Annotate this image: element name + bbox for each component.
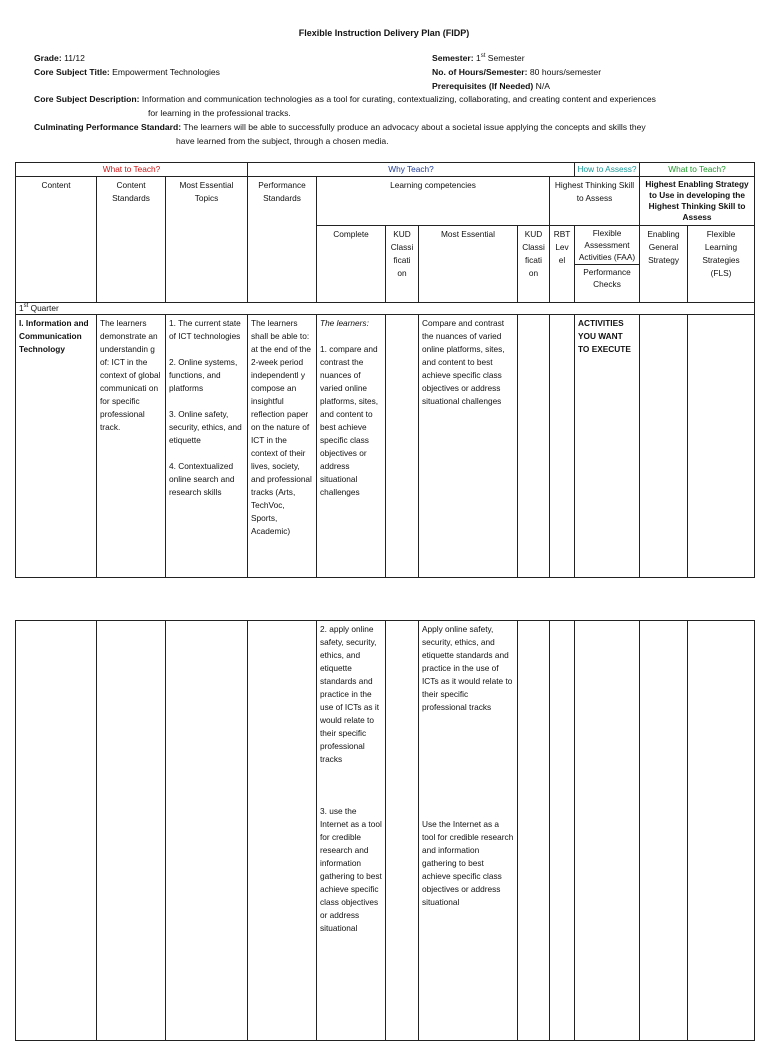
semester-sup: st bbox=[480, 53, 486, 60]
header-most-essential-topics: Most Essential Topics bbox=[166, 177, 248, 303]
meta-right bbox=[432, 51, 601, 93]
performance-standards-cell: The learners shall be able to: at the end of the 2-week period independentl y compose an insightful reflection paper on the nature of ICT in the context of their lives, society, and professional tracks (Arts, TechVoc, Sports, Academic) bbox=[248, 315, 317, 578]
header-row-1 bbox=[16, 177, 755, 226]
quarter-num: 1 bbox=[19, 303, 24, 313]
core-description bbox=[34, 92, 746, 120]
semester-line bbox=[432, 51, 601, 65]
culminating-standard bbox=[34, 120, 746, 148]
meta-left bbox=[34, 51, 220, 79]
header-kud-classification-2: KUD Classi ficati on bbox=[518, 226, 550, 303]
kud-cell-1 bbox=[386, 315, 419, 578]
semester-num: 1 bbox=[475, 53, 481, 63]
prereq-line bbox=[432, 79, 601, 93]
header-highest-thinking-skill: Highest Thinking Skill to Assess bbox=[550, 177, 640, 226]
header-rbt-level: RBT Lev el bbox=[550, 226, 575, 303]
header-performance-checks: Performance Checks bbox=[583, 267, 631, 289]
header-enabling-general-strategy: Enabling General Strategy bbox=[640, 226, 688, 303]
header-performance-standards: Performance Standards bbox=[248, 177, 317, 303]
competency-3-essential: Use the Internet as a tool for credible research and information gathering to best achieve specific class objectives or address situational bbox=[422, 819, 514, 907]
quarter-label bbox=[16, 303, 755, 315]
learners-label: The learners: bbox=[320, 318, 369, 328]
content-standards-cell-empty bbox=[97, 621, 166, 1041]
culminating-standard-line1: The learners will be able to successfully produce an advocacy about a societal issue applying the concepts and skills they bbox=[183, 122, 646, 132]
grade-line bbox=[34, 51, 220, 65]
prereq-value: N/A bbox=[535, 81, 550, 91]
table-row bbox=[16, 315, 755, 578]
header-content-standards: Content Standards bbox=[97, 177, 166, 303]
kud-cell-2-continued bbox=[518, 621, 550, 1041]
band-what-to-teach: What to Teach? bbox=[16, 163, 248, 177]
rbt-cell-continued bbox=[550, 621, 575, 1041]
subject-value: Empowerment Technologies bbox=[112, 67, 220, 77]
competency-2-complete: 2. apply online safety, security, ethics, and etiquette standards and practice in the use of ICTs as it would relate to their specific professional tracks bbox=[320, 624, 380, 764]
competency-2-essential: Apply online safety, security, ethics, and etiquette standards and practice in the use of ICTs as it would relate to their specific professional tracks bbox=[422, 624, 513, 712]
kud-cell-2 bbox=[518, 315, 550, 578]
topic-4: 4. Contextualized online search and research skills bbox=[169, 461, 235, 497]
competency-1-essential: Compare and contrast the nuances of varied online platforms, sites, and content to best achieve specific class objectives or address situational challenges bbox=[419, 315, 518, 578]
quarter-rest: Quarter bbox=[30, 303, 59, 313]
band-what-to-teach-2: What to Teach? bbox=[640, 163, 755, 177]
hours-line bbox=[432, 65, 601, 79]
header-highest-enabling-strategy: Highest Enabling Strategy to Use in developing the Highest Thinking Skill to Assess bbox=[640, 177, 755, 226]
subject-line bbox=[34, 65, 220, 79]
hours-value: 80 hours/semester bbox=[529, 67, 602, 77]
semester-rest: Semester bbox=[487, 53, 525, 63]
band-row bbox=[16, 163, 755, 177]
grade-label: Grade: bbox=[34, 53, 62, 63]
quarter-sup: st bbox=[23, 303, 29, 310]
faa-activities-cell: ACTIVITIES YOU WANT TO EXECUTE bbox=[575, 315, 640, 578]
band-how-to-assess: How to Assess? bbox=[575, 163, 640, 177]
document-title: Flexible Instruction Delivery Plan (FIDP) bbox=[298, 28, 470, 38]
prereq-label: Prerequisites (If Needed) bbox=[432, 81, 534, 91]
competency-3-complete: 3. use the Internet as a tool for credible research and information gathering to best achieve specific class objectives or address situational bbox=[320, 806, 382, 933]
subject-label: Core Subject Title: bbox=[34, 67, 110, 77]
table-row bbox=[16, 621, 755, 1041]
band-why-teach: Why Teach? bbox=[248, 163, 575, 177]
core-description-label: Core Subject Description: bbox=[34, 94, 140, 104]
fls-cell bbox=[688, 315, 755, 578]
header-learning-competencies: Learning competencies bbox=[317, 177, 550, 226]
kud-cell-1-continued bbox=[386, 621, 419, 1041]
complete-cell-continued bbox=[317, 621, 386, 1041]
content-cell-empty bbox=[16, 621, 97, 1041]
quarter-row bbox=[16, 303, 755, 315]
topic-1: 1. The current state of ICT technologies bbox=[169, 318, 241, 341]
core-description-line2: for learning in the professional tracks. bbox=[148, 108, 291, 118]
header-faa: Flexible Assessment Activities (FAA) bbox=[575, 226, 639, 265]
competency-1-complete: 1. compare and contrast the nuances of varied online platforms, sites, and content to best achieve specific class objectives or address situational challenges bbox=[320, 344, 379, 497]
hours-label: No. of Hours/Semester: bbox=[432, 67, 528, 77]
topics-cell bbox=[166, 315, 248, 578]
fls-cell-continued bbox=[688, 621, 755, 1041]
rbt-cell bbox=[550, 315, 575, 578]
header-most-essential: Most Essential bbox=[419, 226, 518, 303]
culminating-standard-label: Culminating Performance Standard: bbox=[34, 122, 182, 132]
header-flexible-learning-strategies: Flexible Learning Strategies (FLS) bbox=[688, 226, 755, 303]
core-description-line1: Information and communication technologies as a tool for curating, contextualizing, collaborating, and creating content and experiences bbox=[141, 94, 656, 104]
essential-cell-continued bbox=[419, 621, 518, 1041]
header-faa-cell bbox=[575, 226, 640, 303]
performance-cell-empty bbox=[248, 621, 317, 1041]
topics-cell-empty bbox=[166, 621, 248, 1041]
topic-2: 2. Online systems, functions, and platforms bbox=[169, 357, 238, 393]
fidp-table bbox=[15, 162, 755, 578]
content-standards-cell: The learners demonstrate an understandin g of: ICT in the context of global communicati on for specific professional track. bbox=[97, 315, 166, 578]
semester-label: Semester: bbox=[432, 53, 474, 63]
grade-value: 11/12 bbox=[64, 53, 85, 63]
faa-cell-continued bbox=[575, 621, 640, 1041]
complete-cell bbox=[317, 315, 386, 578]
enabling-strategy-cell bbox=[640, 315, 688, 578]
header-complete: Complete bbox=[317, 226, 386, 303]
topic-3: 3. Online safety, security, ethics, and etiquette bbox=[169, 409, 242, 445]
enabling-cell-continued bbox=[640, 621, 688, 1041]
culminating-standard-line2: have learned from the subject, through a chosen media. bbox=[176, 136, 389, 146]
header-kud-classification-1: KUD Classi ficati on bbox=[386, 226, 419, 303]
header-content: Content bbox=[16, 177, 97, 303]
content-cell: I. Information and Communication Technology bbox=[16, 315, 97, 578]
fidp-table-continued bbox=[15, 620, 755, 1041]
